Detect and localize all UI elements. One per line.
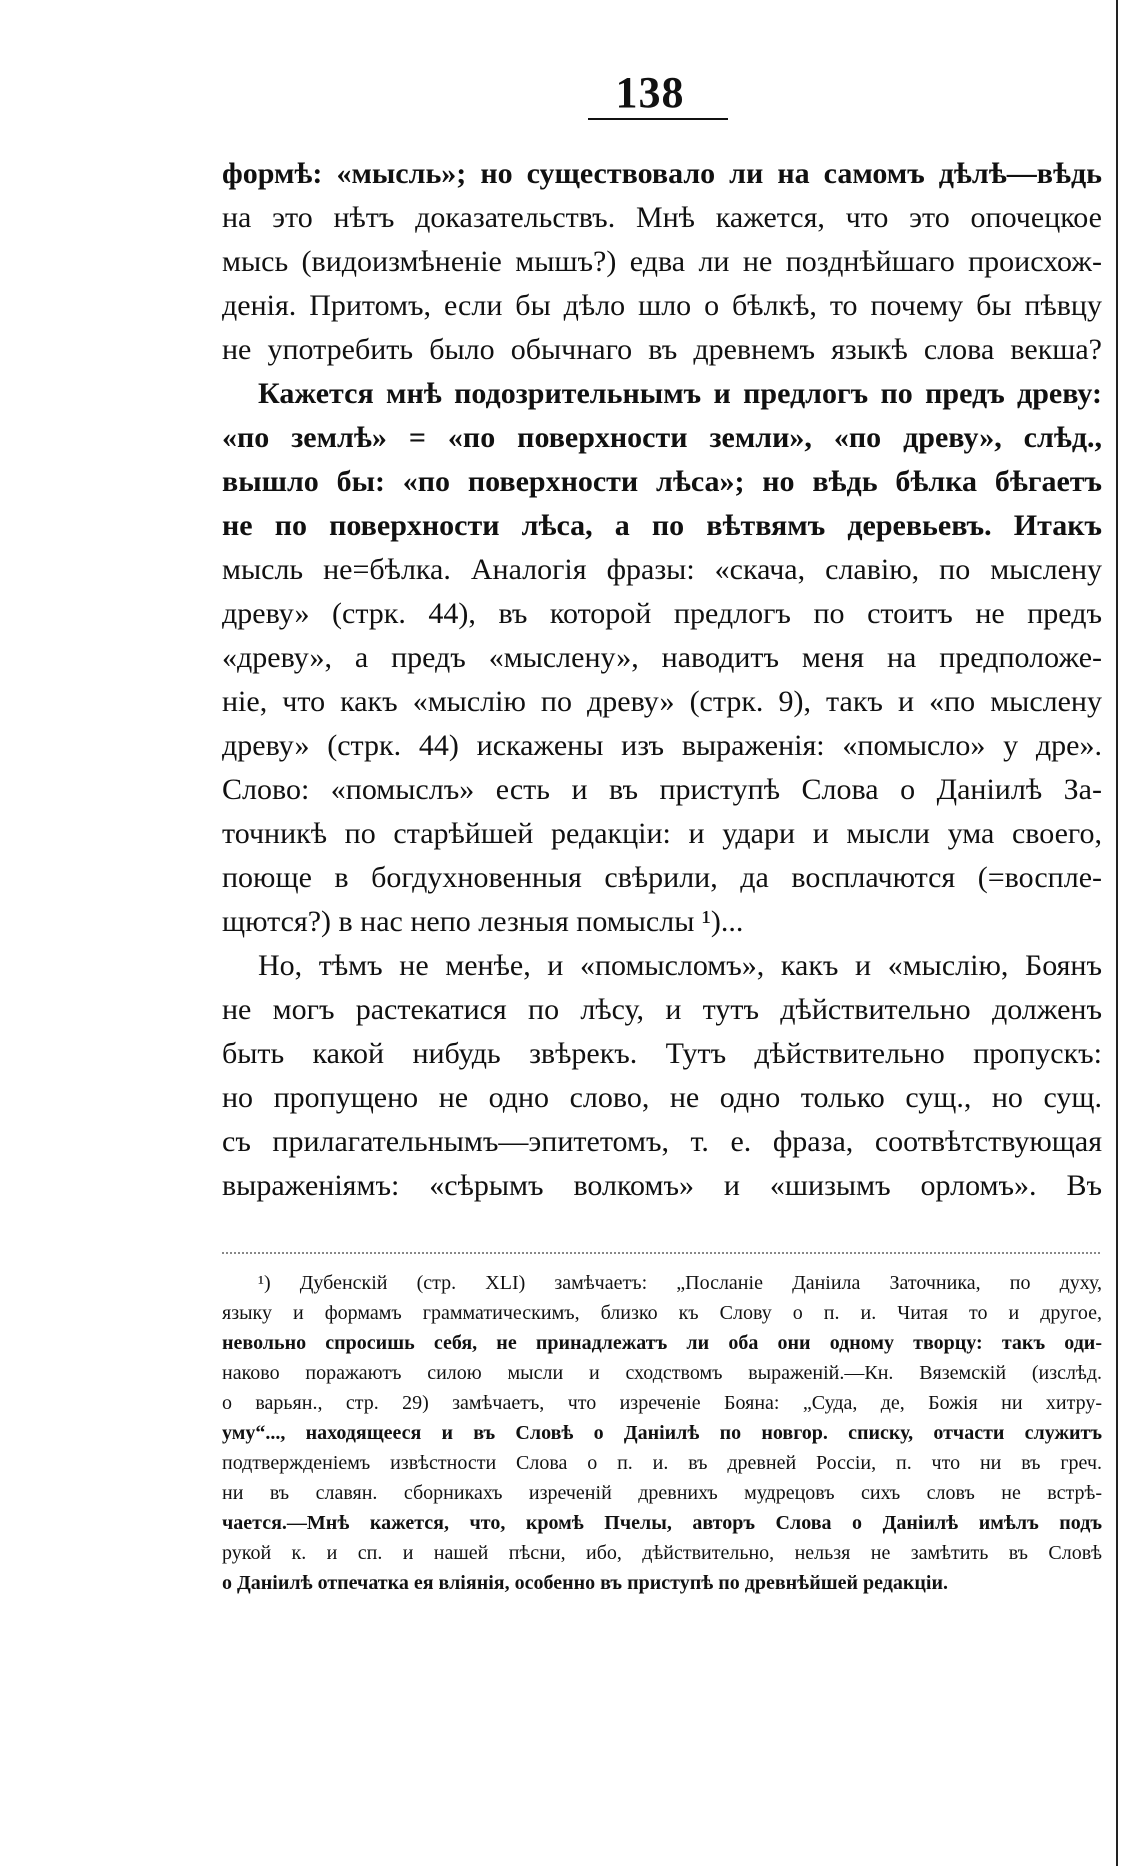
- footnote-line: наково поражаютъ силою мысли и сходствомъ выраженій.—Кн. Вяземскій (изслѣд.: [222, 1362, 1102, 1384]
- text-line: «древу», а предъ «мыслену», наводитъ меня на предположе-: [222, 641, 1102, 674]
- text-line: съ прилагательнымъ—эпитетомъ, т. е. фраза, соотвѣтствующая: [222, 1125, 1102, 1158]
- text-line: мысь (видоизмѣненіе мышъ?) едва ли не позднѣйшаго происхож-: [222, 245, 1102, 278]
- text-line: но пропущено не одно слово, не одно только сущ., но сущ.: [222, 1081, 1102, 1114]
- footnote-line: ни въ славян. сборникахъ изреченій древнихъ мудрецовъ сихъ словъ не встрѣ-: [222, 1482, 1102, 1504]
- footnote-line: невольно спросишь себя, не принадлежатъ ли оба они одному творцу: такъ оди-: [222, 1332, 1102, 1354]
- text-line: Но, тѣмъ не менѣе, и «помысломъ», какъ и «мыслію, Боянъ: [258, 949, 1102, 982]
- text-line: быть какой нибудь звѣрекъ. Тутъ дѣйствительно пропускъ:: [222, 1037, 1102, 1070]
- text-line: не употребить было обычнаго въ древнемъ языкѣ слова векша?: [222, 333, 1102, 366]
- text-line: на это нѣтъ доказательствъ. Мнѣ кажется, что это опочецкое: [222, 201, 1102, 234]
- page-number: 138: [615, 68, 685, 117]
- footnote-line: о варьян., стр. 29) замѣчаетъ, что изреченіе Бояна: „Суда, де, Божія ни хитру-: [222, 1392, 1102, 1414]
- footnote-line: о Даніилѣ отпечатка ея вліянія, особенно въ приступѣ по древнѣйшей редакціи.: [222, 1572, 948, 1594]
- footnote-line: чается.—Мнѣ кажется, что, кромѣ Пчелы, авторъ Слова о Даніилѣ имѣлъ подъ: [222, 1512, 1102, 1534]
- footnote-line: рукой к. и сп. и нашей пѣсни, ибо, дѣйствительно, нельзя не замѣтить въ Словѣ: [222, 1542, 1102, 1564]
- footnote-line: ¹) Дубенскій (стр. XLI) замѣчаетъ: „Посланіе Даніила Заточника, по духу,: [258, 1272, 1102, 1294]
- text-line: щются?) в нас непо лезныя помыслы ¹)...: [222, 905, 744, 938]
- text-line: поюще в богдухновенныя свѣрили, да восплачются (=воспле-: [222, 861, 1102, 894]
- text-line: вышло бы: «по поверхности лѣса»; но вѣдь бѣлка бѣгаетъ: [222, 465, 1102, 498]
- footnote-line: уму“..., находящееся и въ Словѣ о Даніилѣ по новгор. списку, отчасти служитъ: [222, 1422, 1102, 1444]
- text-line: мысль не=бѣлка. Аналогія фразы: «скача, славію, по мыслену: [222, 553, 1102, 586]
- text-line: выраженіямъ: «сѣрымъ волкомъ» и «шизымъ орломъ». Въ: [222, 1169, 1102, 1202]
- text-line: не могъ растекатися по лѣсу, и тутъ дѣйствительно долженъ: [222, 993, 1102, 1026]
- text-line: формѣ: «мысль»; но существовало ли на самомъ дѣлѣ—вѣдь: [222, 157, 1102, 190]
- page-edge-line: [1116, 0, 1118, 1866]
- header-rule: [588, 118, 728, 120]
- footnote-line: подтвержденіемъ извѣстности Слова о п. и. въ древней Россіи, п. что ни въ греч.: [222, 1452, 1102, 1474]
- text-line: древу» (стрк. 44), въ которой предлогъ по стоитъ не предъ: [222, 597, 1102, 630]
- text-line: точникѣ по старѣйшей редакціи: и удари и мысли ума своего,: [222, 817, 1102, 850]
- footnote-line: языку и формамъ грамматическимъ, близко къ Слову о п. и. Читая то и другое,: [222, 1302, 1102, 1324]
- text-line: «по землѣ» = «по поверхности земли», «по древу», слѣд.,: [222, 421, 1102, 454]
- text-line: Слово: «помыслъ» есть и въ приступѣ Слова о Даніилѣ За-: [222, 773, 1102, 806]
- text-line: денія. Притомъ, если бы дѣло шло о бѣлкѣ, то почему бы пѣвцу: [222, 289, 1102, 322]
- text-line: не по поверхности лѣса, а по вѣтвямъ деревьевъ. Итакъ: [222, 509, 1102, 542]
- text-line: Кажется мнѣ подозрительнымъ и предлогъ по предъ древу:: [258, 377, 1102, 410]
- main-text: [222, 152, 1102, 1208]
- footnote-separator: [222, 1252, 1100, 1254]
- footnotes: [222, 1268, 1102, 1598]
- text-line: древу» (стрк. 44) искажены изъ выраженія: «помысло» у дре».: [222, 729, 1102, 762]
- text-line: ніе, что какъ «мыслію по древу» (стрк. 9), такъ и «по мыслену: [222, 685, 1102, 718]
